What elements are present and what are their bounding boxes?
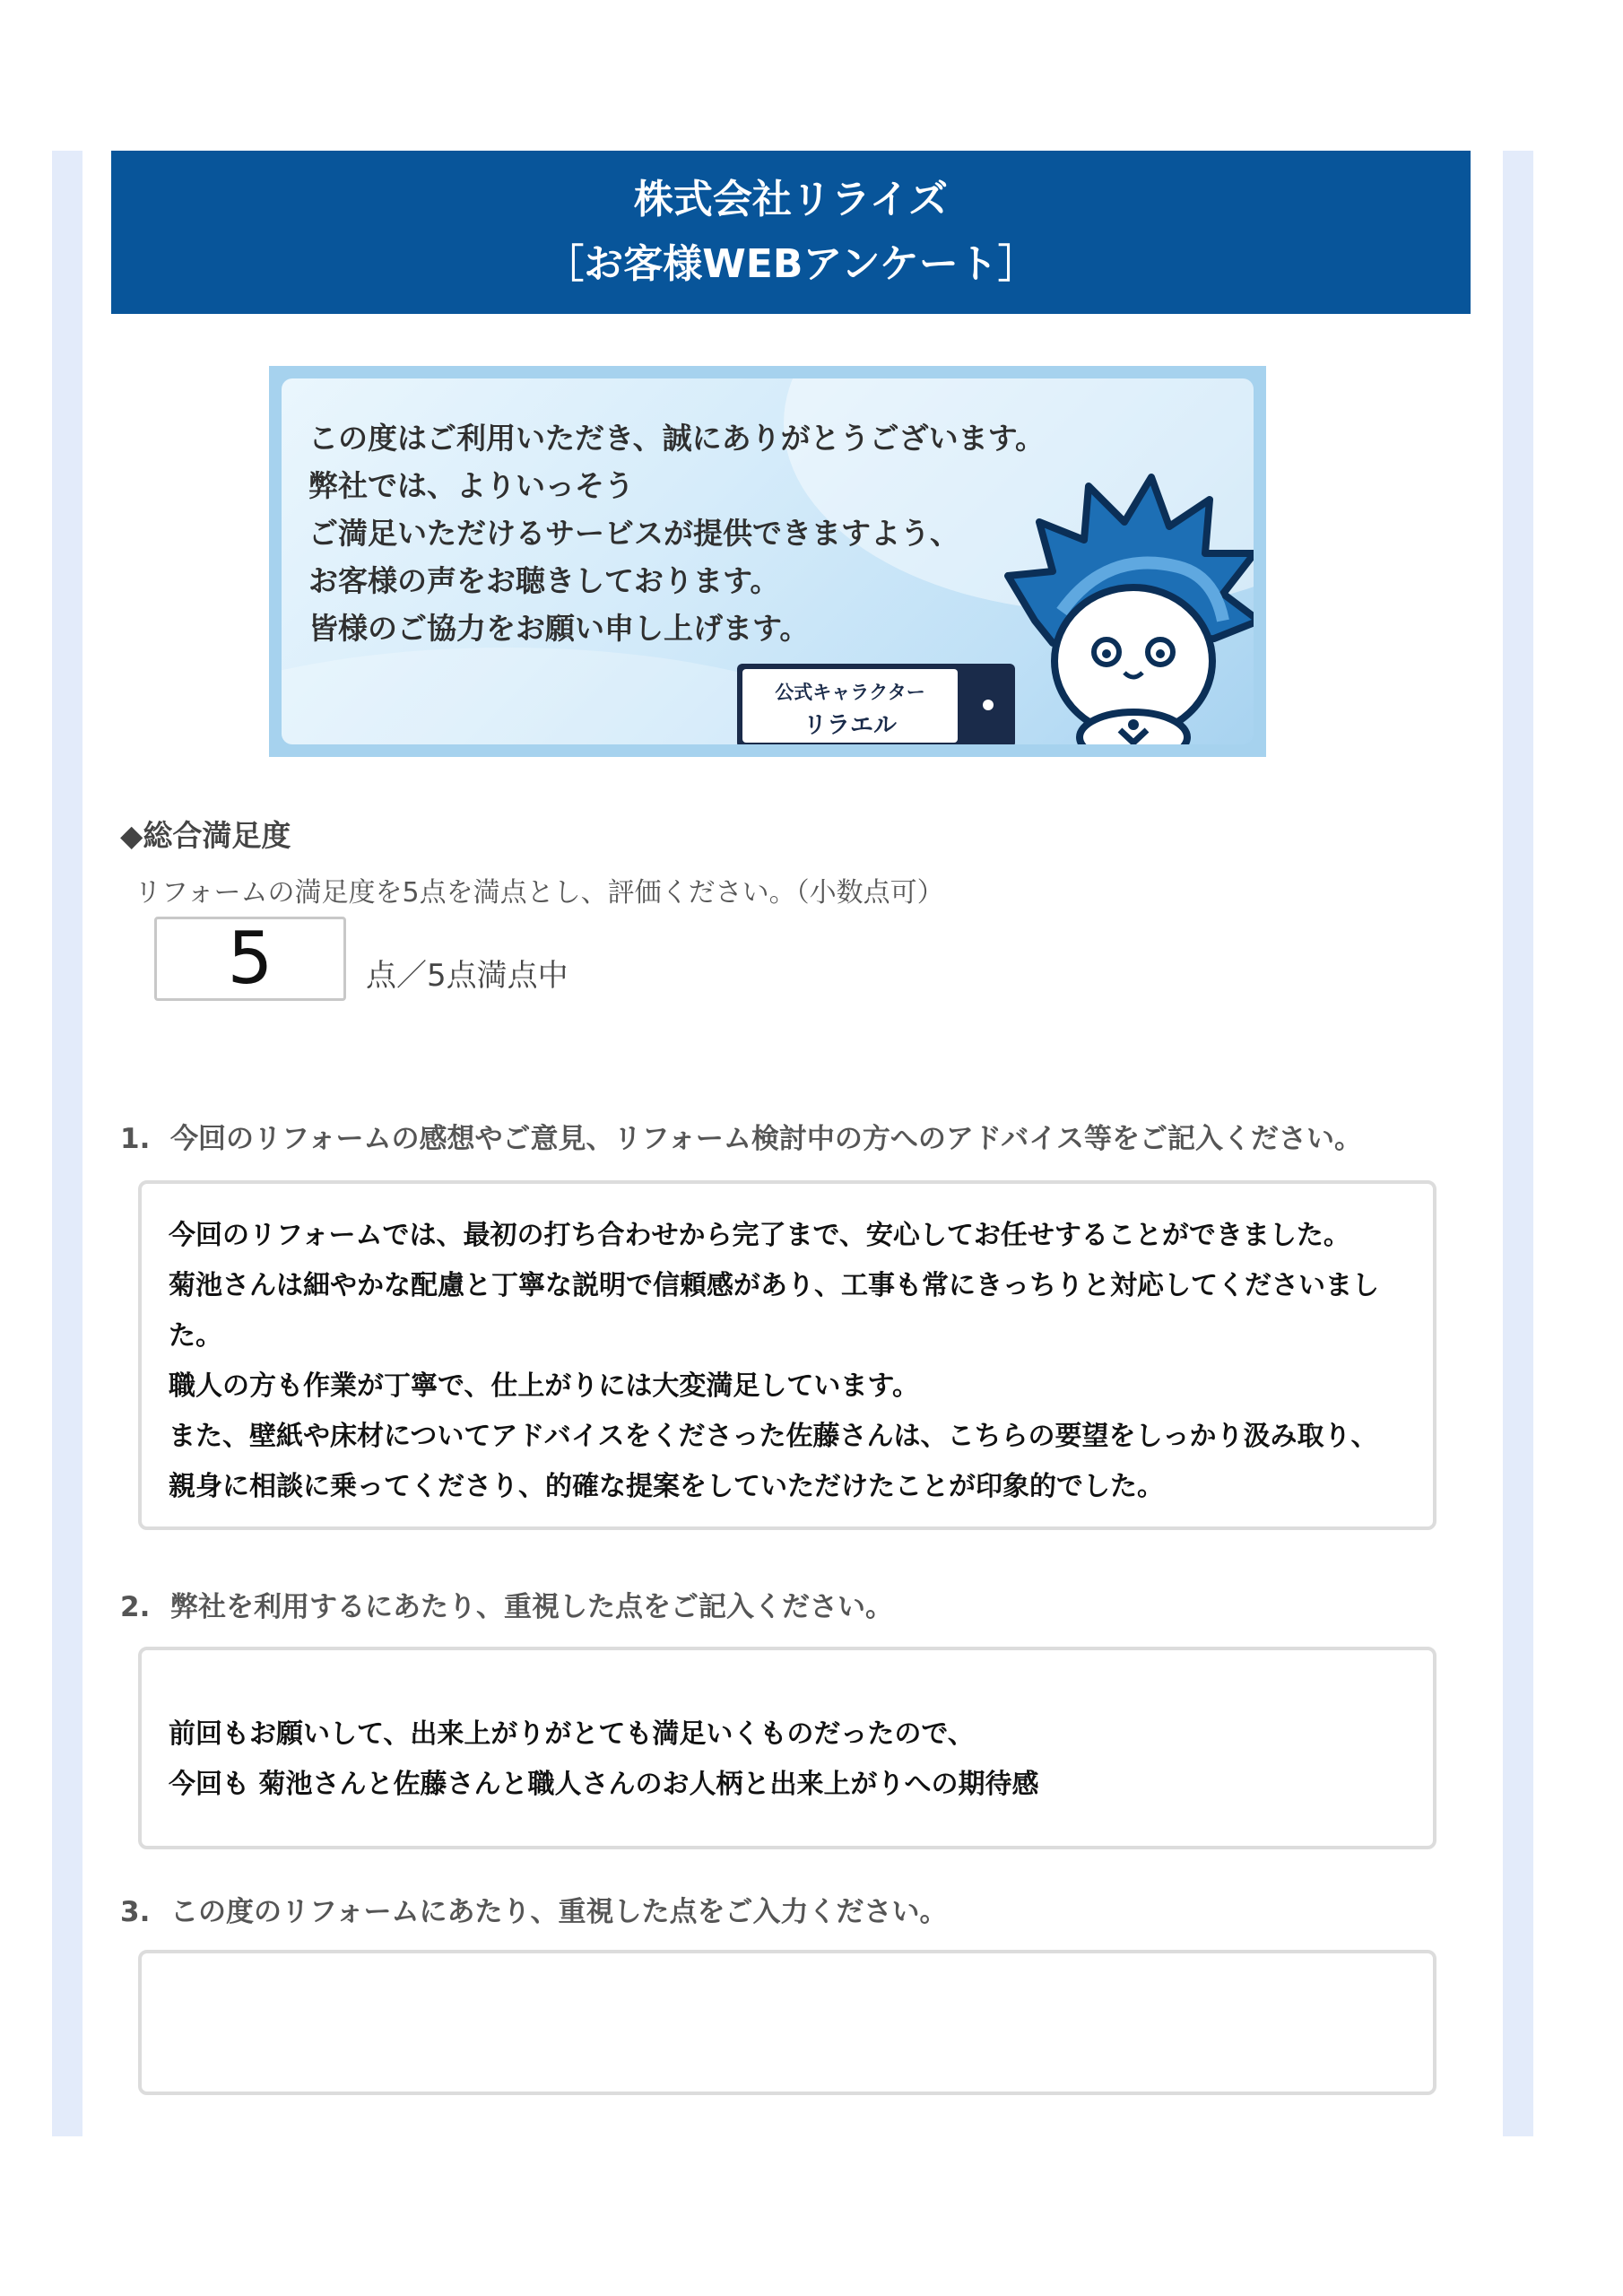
banner-panel [282, 378, 1254, 744]
question-text: 弊社を利用するにあたり、重視した点をご記入ください。 [170, 1591, 893, 1623]
answer-field-3[interactable] [138, 1950, 1436, 2095]
page-header [111, 151, 1471, 314]
answer-line: 今回のリフォームでは、最初の打ち合わせから完了まで、安心してお任せすることができました。 [169, 1220, 1350, 1251]
answer-line: 今回も 菊池さんと佐藤さんと職人さんのお人柄と出来上がりへの期待感 [169, 1769, 1039, 1800]
question-text: 今回のリフォームの感想やご意見、リフォーム検討中の方へのアドバイス等をご記入ください。 [170, 1123, 1362, 1155]
greeting-line: 皆様のご協力をお願い申し上げます。 [308, 611, 810, 646]
badge-dot [983, 700, 994, 710]
greeting-line: この度はご利用いただき、誠にありがとうございます。 [308, 421, 1046, 456]
greeting-banner [269, 366, 1266, 757]
company-name: 株式会社リライズ [633, 177, 949, 222]
greeting-line: お客様の声をお聴きしております。 [308, 563, 780, 598]
right-side-band [1503, 151, 1533, 2136]
score-suffix: 点／5点満点中 [366, 958, 568, 994]
mascot-character-icon [999, 468, 1254, 744]
greeting-text [308, 414, 1045, 652]
greeting-line: 弊社では、よりいっそう [308, 468, 634, 503]
left-side-band [52, 151, 82, 2136]
question-text: この度のリフォームにあたり、重視した点をご入力ください。 [170, 1896, 948, 1928]
character-badge [737, 664, 1015, 744]
answer-line: 職人の方も作業が丁寧で、仕上がりには大変満足しています。 [169, 1370, 919, 1402]
answer-line: また、壁紙や床材についてアドバイスをくださった佐藤さんは、こちらの要望をしっかり汲み取り、 [169, 1421, 1378, 1452]
character-card [742, 669, 958, 743]
overall-satisfaction-title: ◆総合満足度 [120, 818, 291, 853]
score-input[interactable]: 5 [154, 917, 346, 1001]
answer-line: 親身に相談に乗ってくださり、的確な提案をしていただけたことが印象的でした。 [169, 1471, 1164, 1502]
character-label: 公式キャラクター [775, 682, 925, 703]
answer-line: 前回もお願いして、出来上がりがとても満足いくものだったので、 [169, 1718, 975, 1750]
answer-field-1[interactable] [138, 1180, 1436, 1530]
question-2 [120, 1584, 893, 1624]
question-number: 1. [120, 1123, 151, 1155]
question-3 [120, 1889, 947, 1929]
answer-line: 菊池さんは細やかな配慮と丁寧な説明で信頼感があり、工事も常にきっちりと対応してくださいました。 [169, 1270, 1379, 1352]
overall-instruction: リフォームの満足度を5点を満点とし、評価ください。（小数点可） [135, 877, 944, 909]
greeting-line: ご満足いただけるサービスが提供できますよう、 [308, 516, 959, 551]
question-1 [120, 1116, 1362, 1156]
answer-field-2[interactable] [138, 1647, 1436, 1849]
character-name: リラエル [803, 712, 897, 739]
survey-title: ［お客様WEBアンケート］ [544, 241, 1037, 287]
question-number: 3. [120, 1896, 151, 1928]
question-number: 2. [120, 1591, 151, 1623]
